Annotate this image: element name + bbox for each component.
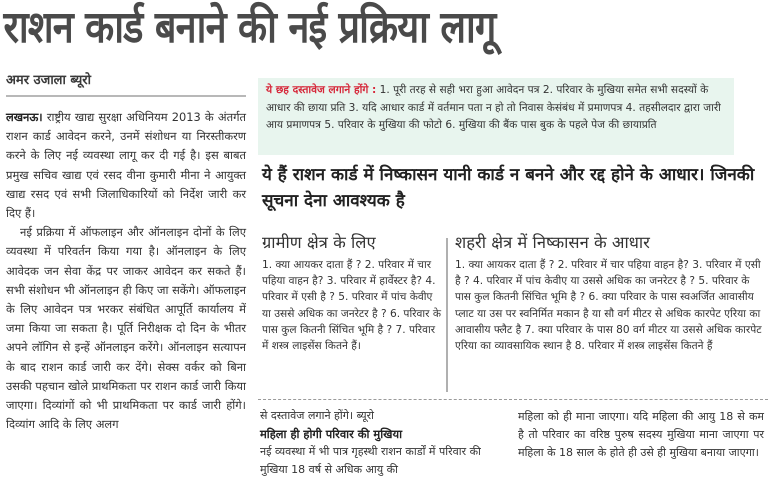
byline: अमर उजाला ब्यूरो xyxy=(6,73,91,88)
bottom-right-text: महिला को ही माना जाएगा। यदि महिला की आयु 18 से कम है तो परिवार का वरिष्ठ पुरुष सदस्य मुखिया माना जाएगा पर महिला के 18 साल के होते ही उसे ही मुखिया बनाया जाएगा। xyxy=(518,410,764,460)
rural-section-body: 1. क्या आयकर दाता हैं ? 2. परिवार में चार पहिया वाहन है? 3. परिवार में हार्वेस्टर है? 4. परिवार में एसी है ? 5. परिवार में पांच केवीए या उससे अधिक का जनरेटर है ? 6. परिवार के पास कुल कितनी सिंचित भूमि है ? 7. परिवार में शस्त्र लाइसेंस कितने हैं। xyxy=(262,259,441,353)
bottom-left-body: नई व्यवस्था में भी पात्र गृहस्थी राशन कार्डों में परिवार की मुखिया 18 वर्ष से अधिक आयु की xyxy=(260,445,481,476)
required-documents-box xyxy=(258,78,734,155)
bottom-left-line1: से दस्तावेज लगाने होंगे। ब्यूरो xyxy=(260,409,375,422)
byline-rule xyxy=(6,95,246,97)
dateline: लखनऊ। xyxy=(6,110,43,124)
rural-section xyxy=(262,232,442,354)
column-divider xyxy=(446,238,448,392)
article-paragraph-1 xyxy=(6,108,246,223)
bottom-left-text xyxy=(260,407,500,479)
left-column-article xyxy=(6,108,246,434)
urban-section-title: शहरी क्षेत्र में निष्कासन के आधार xyxy=(455,233,650,252)
documents-box-text: 1. पूरी तरह से सही भरा हुआ आवेदन पत्र 2. परिवार के मुखिया समेत सभी सदस्यों के आधार की छाया प्रति 3. यदि आधार कार्ड में वर्तमान पता न हो तो निवास केसंबंध में प्रमाणपत्र 4. तहसीलदार द्वारा जारी आय प्रमाणपत्र 5. परिवार के मुखिया की फोटो 6. मुखिया की बैंक पास बुक के पहले पेज की छायाप्रति xyxy=(266,84,721,131)
article-paragraph-2: नई प्रक्रिया में ऑफलाइन और ऑनलाइन दोनों के लिए व्यवस्था में परिवर्तन किया गया है। ऑनलाइन के लिए आवेदक जन सेवा केंद्र पर जाकर आवेदन कर सकते हैं। सभी संशोधन भी ऑनलाइन ही किए जा सकेंगे। ऑफलाइन के लिए आवेदन पत्र भरकर संबंधित आपूर्ति कार्यालय में जमा किया जा सकता है। पूर्ति निरीक्षक दो दिन के भीतर अपने लॉगिन से इन्हें ऑनलाइन करेंगे। ऑनलाइन सत्यापन के बाद राशन कार्ड जारी कर देंगे। सेक्स वर्कर को बिना उसकी पहचान खोले प्राथमिकता पर राशन कार्ड जारी किया जाएगा। दिव्यांगों को भी प्राथमिकता पर कार्ड जारी होंगे। दिव्यांग आदि के लिए अलग xyxy=(6,225,246,432)
headline: राशन कार्ड बनाने की नई प्रक्रिया लागू xyxy=(3,2,496,53)
dashed-divider xyxy=(258,399,768,400)
exclusion-subheading: ये हैं राशन कार्ड में निष्कासन यानी कार्ड न बनने और रद्द होने के आधार। जिनकी सूचना देना आवश्यक है xyxy=(262,165,755,211)
women-head-subheading: महिला ही होगी परिवार की मुखिया xyxy=(260,427,403,441)
documents-box-lead: ये छह दस्तावेज लगाने होंगे : xyxy=(266,84,377,96)
urban-section-body: 1. क्या आयकर दाता हैं ? 2. परिवार में चार पहिया वाहन है? 3. परिवार में एसी है ? 4. परिवार में पांच केवीए या उससे अधिक का जनरेटर है ? 5. परिवार के पास कुल कितनी सिंचित भूमि है ? 6. क्या परिवार के पास स्वअर्जित आवासीय प्लाट या उस पर स्वनिर्मित मकान है या सौ वर्ग मीटर से अधिक कारपेट एरिया का आवासीय फ्लैट है 7. क्या परिवार के पास 80 वर्ग मीटर या उससे अधिक कारपेट एरिया का व्यावसायिक स्थान है 8. परिवार में शस्त्र लाइसेंस कितने हैं xyxy=(455,259,762,353)
paragraph-1-text: राष्ट्रीय खाद्य सुरक्षा अधिनियम 2013 के अंतर्गत राशन कार्ड आवेदन करने, उनमें संशोधन या निरस्तीकरण करने के लिए नई व्यवस्था लागू कर दी गई है। इस बाबत प्रमुख सचिव खाद्य एवं रसद वीना कुमारी मीना ने आयुक्त खाद्य रसद एवं सभी जिलाधिकारियों को निर्देश जारी कर दिए हैं। xyxy=(6,110,246,221)
urban-section xyxy=(455,232,765,354)
rural-section-title: ग्रामीण क्षेत्र के लिए xyxy=(262,233,376,252)
